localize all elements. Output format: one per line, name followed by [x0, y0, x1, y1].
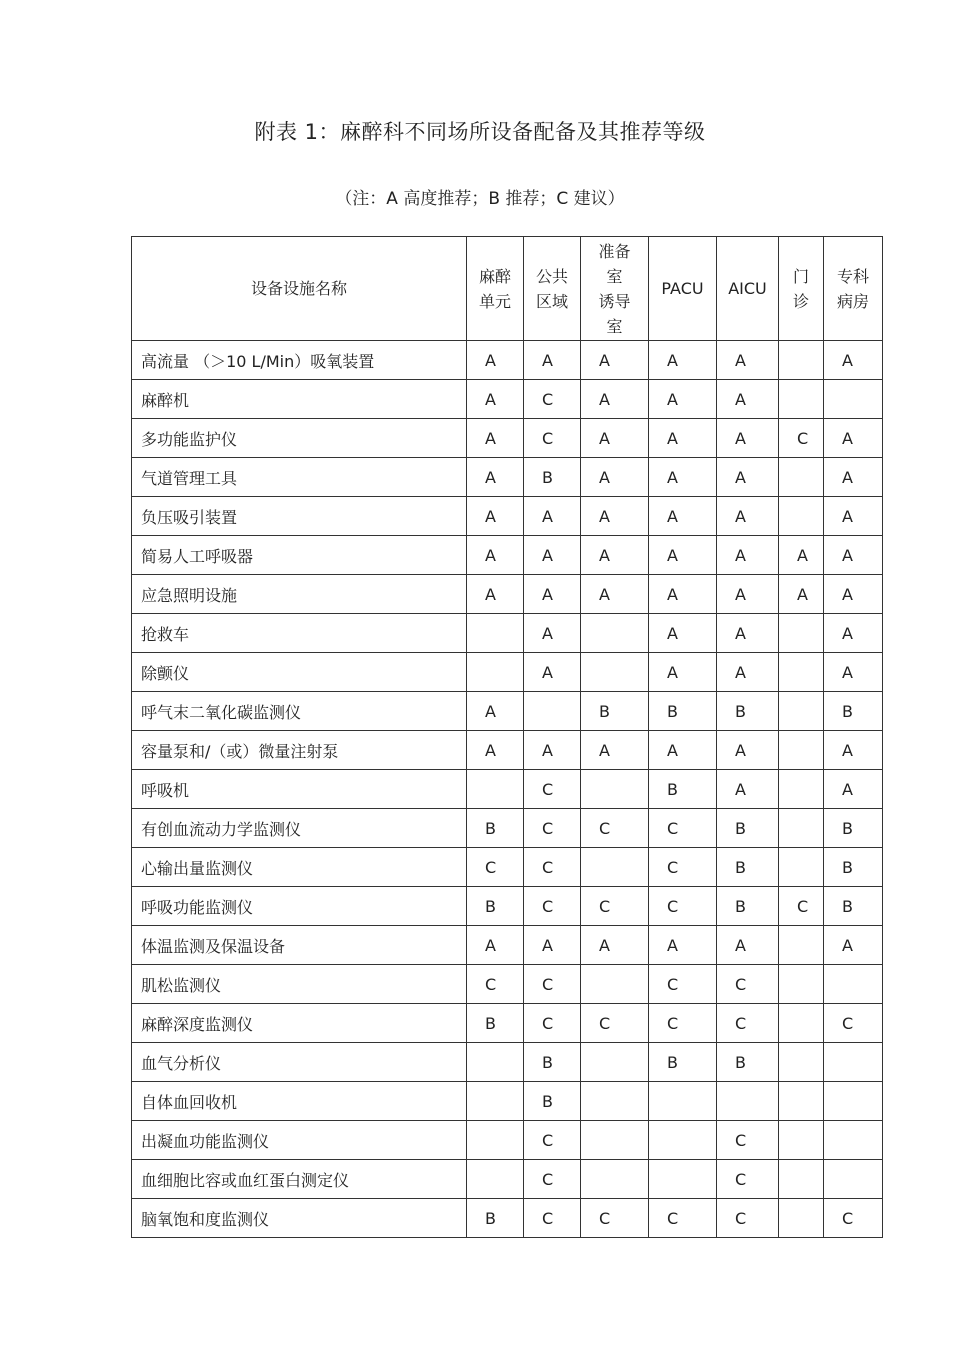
grade-cell: A — [581, 926, 649, 965]
grade-cell: C — [649, 1199, 717, 1238]
equipment-table — [131, 236, 883, 1238]
grade-cell — [581, 770, 649, 809]
equipment-name-cell: 麻醉深度监测仪 — [132, 1004, 467, 1043]
grade-cell — [581, 848, 649, 887]
grade-cell — [467, 653, 524, 692]
equipment-name-cell: 除颤仪 — [132, 653, 467, 692]
equipment-name-cell: 高流量 （＞10 L/Min）吸氧装置 — [132, 341, 467, 380]
equipment-name-cell: 血气分析仪 — [132, 1043, 467, 1082]
grade-cell — [581, 653, 649, 692]
legend-note: （注：A 高度推荐；B 推荐；C 建议） — [335, 189, 625, 209]
grade-cell: C — [717, 965, 779, 1004]
equipment-name-cell: 脑氧饱和度监测仪 — [132, 1199, 467, 1238]
grade-cell — [824, 1160, 883, 1199]
grade-cell — [779, 653, 824, 692]
grade-cell: A — [524, 536, 581, 575]
grade-cell: A — [467, 692, 524, 731]
grade-cell: C — [779, 419, 824, 458]
table-row — [132, 341, 883, 380]
equipment-name-cell: 体温监测及保温设备 — [132, 926, 467, 965]
grade-cell: C — [581, 1004, 649, 1043]
grade-cell: C — [524, 419, 581, 458]
grade-cell: B — [524, 1082, 581, 1121]
grade-cell: A — [824, 575, 883, 614]
table-row — [132, 614, 883, 653]
equipment-name-cell: 呼吸功能监测仪 — [132, 887, 467, 926]
grade-cell — [779, 965, 824, 1004]
grade-cell: C — [779, 887, 824, 926]
grade-cell — [779, 1199, 824, 1238]
equipment-name-cell: 应急照明设施 — [132, 575, 467, 614]
grade-cell: A — [717, 458, 779, 497]
grade-cell: A — [649, 926, 717, 965]
grade-cell: B — [524, 458, 581, 497]
grade-cell: B — [467, 1199, 524, 1238]
grade-cell — [524, 692, 581, 731]
table-row — [132, 1160, 883, 1199]
grade-cell: A — [717, 341, 779, 380]
table-row — [132, 380, 883, 419]
grade-cell — [779, 1160, 824, 1199]
grade-cell: A — [467, 536, 524, 575]
grade-cell: B — [467, 887, 524, 926]
grade-cell: C — [524, 1004, 581, 1043]
grade-cell: A — [717, 497, 779, 536]
header-public-area: 公共 区域 — [524, 237, 581, 341]
grade-cell: A — [649, 419, 717, 458]
equipment-name-cell: 有创血流动力学监测仪 — [132, 809, 467, 848]
grade-cell: A — [467, 380, 524, 419]
grade-cell: A — [649, 536, 717, 575]
grade-cell — [467, 614, 524, 653]
grade-cell — [581, 1043, 649, 1082]
grade-cell — [779, 1043, 824, 1082]
grade-cell: A — [581, 419, 649, 458]
header-pacu: PACU — [649, 237, 717, 341]
grade-cell: C — [717, 1121, 779, 1160]
grade-cell: A — [524, 575, 581, 614]
header-outpatient: 门 诊 — [779, 237, 824, 341]
grade-cell — [467, 1160, 524, 1199]
equipment-name-cell: 简易人工呼吸器 — [132, 536, 467, 575]
grade-cell: A — [717, 614, 779, 653]
grade-cell: C — [824, 1199, 883, 1238]
grade-cell — [824, 1121, 883, 1160]
grade-cell — [467, 1121, 524, 1160]
grade-cell: A — [649, 731, 717, 770]
table-row — [132, 1121, 883, 1160]
grade-cell: A — [717, 419, 779, 458]
grade-cell: A — [824, 497, 883, 536]
header-prep-induction-room: 准备 室 诱导 室 — [581, 237, 649, 341]
grade-cell — [779, 848, 824, 887]
table-row — [132, 536, 883, 575]
grade-cell: A — [524, 926, 581, 965]
table-row — [132, 809, 883, 848]
grade-cell — [779, 341, 824, 380]
grade-cell: B — [467, 1004, 524, 1043]
grade-cell: A — [649, 341, 717, 380]
grade-cell: C — [524, 1160, 581, 1199]
grade-cell: A — [824, 770, 883, 809]
grade-cell: C — [524, 848, 581, 887]
grade-cell — [717, 1082, 779, 1121]
grade-cell — [649, 1121, 717, 1160]
grade-cell — [649, 1082, 717, 1121]
equipment-name-cell: 呼吸机 — [132, 770, 467, 809]
grade-cell: A — [717, 536, 779, 575]
grade-cell: B — [649, 770, 717, 809]
grade-cell — [824, 380, 883, 419]
grade-cell: A — [581, 536, 649, 575]
grade-cell — [581, 1121, 649, 1160]
grade-cell: C — [717, 1199, 779, 1238]
grade-cell: C — [649, 887, 717, 926]
grade-cell: A — [581, 341, 649, 380]
grade-cell — [581, 1160, 649, 1199]
grade-cell — [779, 458, 824, 497]
grade-cell: B — [649, 1043, 717, 1082]
grade-cell: A — [824, 731, 883, 770]
grade-cell — [467, 1082, 524, 1121]
grade-cell: A — [779, 536, 824, 575]
table-row — [132, 848, 883, 887]
grade-cell: B — [649, 692, 717, 731]
grade-cell — [581, 614, 649, 653]
grade-cell: B — [717, 809, 779, 848]
grade-cell: A — [649, 458, 717, 497]
grade-cell — [824, 1043, 883, 1082]
grade-cell: A — [467, 419, 524, 458]
header-anesthesia-unit: 麻醉 单元 — [467, 237, 524, 341]
grade-cell: B — [581, 692, 649, 731]
grade-cell: A — [717, 575, 779, 614]
grade-cell: C — [581, 1199, 649, 1238]
grade-cell: A — [467, 341, 524, 380]
grade-cell — [779, 1082, 824, 1121]
grade-cell: A — [581, 575, 649, 614]
grade-cell: A — [649, 653, 717, 692]
grade-cell — [581, 1082, 649, 1121]
grade-cell: B — [824, 692, 883, 731]
grade-cell — [779, 926, 824, 965]
grade-cell — [779, 1121, 824, 1160]
equipment-name-cell: 麻醉机 — [132, 380, 467, 419]
equipment-name-cell: 容量泵和/（或）微量注射泵 — [132, 731, 467, 770]
grade-cell: A — [581, 380, 649, 419]
grade-cell: C — [649, 809, 717, 848]
grade-cell: B — [824, 848, 883, 887]
grade-cell — [581, 965, 649, 1004]
grade-cell: B — [717, 1043, 779, 1082]
grade-cell: A — [467, 731, 524, 770]
grade-cell — [779, 731, 824, 770]
grade-cell: C — [717, 1004, 779, 1043]
grade-cell: A — [824, 536, 883, 575]
grade-cell: C — [467, 848, 524, 887]
grade-cell — [779, 497, 824, 536]
grade-cell: B — [824, 809, 883, 848]
grade-cell — [779, 770, 824, 809]
table-row — [132, 692, 883, 731]
equipment-name-cell: 血细胞比容或血红蛋白测定仪 — [132, 1160, 467, 1199]
grade-cell — [779, 1004, 824, 1043]
grade-cell — [779, 614, 824, 653]
grade-cell — [824, 1082, 883, 1121]
grade-cell: A — [581, 497, 649, 536]
grade-cell: A — [649, 614, 717, 653]
table-row — [132, 653, 883, 692]
grade-cell: A — [824, 926, 883, 965]
grade-cell: C — [524, 887, 581, 926]
grade-cell: C — [649, 1004, 717, 1043]
grade-cell: A — [581, 458, 649, 497]
grade-cell: A — [581, 731, 649, 770]
grade-cell: C — [524, 965, 581, 1004]
grade-cell: B — [717, 887, 779, 926]
grade-cell: A — [467, 926, 524, 965]
header-aicu: AICU — [717, 237, 779, 341]
grade-cell — [467, 1043, 524, 1082]
table-row — [132, 770, 883, 809]
equipment-name-cell: 心输出量监测仪 — [132, 848, 467, 887]
equipment-name-cell: 出凝血功能监测仪 — [132, 1121, 467, 1160]
grade-cell: A — [717, 653, 779, 692]
table-row — [132, 926, 883, 965]
table-row — [132, 458, 883, 497]
grade-cell: B — [467, 809, 524, 848]
grade-cell — [649, 1160, 717, 1199]
grade-cell: B — [717, 848, 779, 887]
table-row — [132, 419, 883, 458]
grade-cell: A — [524, 731, 581, 770]
grade-cell: C — [524, 809, 581, 848]
grade-cell: A — [824, 341, 883, 380]
grade-cell — [779, 380, 824, 419]
equipment-name-cell: 负压吸引装置 — [132, 497, 467, 536]
table-row — [132, 1199, 883, 1238]
grade-cell: A — [717, 380, 779, 419]
grade-cell — [467, 770, 524, 809]
grade-cell: C — [824, 1004, 883, 1043]
equipment-name-cell: 气道管理工具 — [132, 458, 467, 497]
grade-cell: A — [524, 653, 581, 692]
grade-cell — [779, 692, 824, 731]
table-row — [132, 1043, 883, 1082]
grade-cell: A — [824, 458, 883, 497]
grade-cell: A — [467, 497, 524, 536]
grade-cell: A — [467, 575, 524, 614]
grade-cell: C — [467, 965, 524, 1004]
table-row — [132, 731, 883, 770]
grade-cell: A — [824, 653, 883, 692]
equipment-name-cell: 呼气末二氧化碳监测仪 — [132, 692, 467, 731]
grade-cell: C — [524, 1199, 581, 1238]
grade-cell: A — [779, 575, 824, 614]
grade-cell: A — [467, 458, 524, 497]
grade-cell: A — [524, 497, 581, 536]
grade-cell — [779, 809, 824, 848]
grade-cell: B — [824, 887, 883, 926]
equipment-name-cell: 自体血回收机 — [132, 1082, 467, 1121]
grade-cell: C — [649, 965, 717, 1004]
page-title: 附表 1：麻醉科不同场所设备配备及其推荐等级 — [254, 120, 706, 144]
header-row — [132, 237, 883, 341]
grade-cell: C — [649, 848, 717, 887]
table-row — [132, 965, 883, 1004]
table-row — [132, 887, 883, 926]
grade-cell: A — [717, 731, 779, 770]
grade-cell: C — [524, 380, 581, 419]
grade-cell — [824, 965, 883, 1004]
grade-cell: C — [524, 770, 581, 809]
grade-cell: B — [717, 692, 779, 731]
table-row — [132, 497, 883, 536]
grade-cell: A — [824, 419, 883, 458]
grade-cell: A — [649, 575, 717, 614]
grade-cell: C — [717, 1160, 779, 1199]
equipment-name-cell: 肌松监测仪 — [132, 965, 467, 1004]
grade-cell: C — [581, 887, 649, 926]
grade-cell: A — [717, 926, 779, 965]
grade-cell: A — [649, 497, 717, 536]
grade-cell: C — [581, 809, 649, 848]
table-row — [132, 1004, 883, 1043]
grade-cell: A — [717, 770, 779, 809]
header-specialty-ward: 专科 病房 — [824, 237, 883, 341]
grade-cell: C — [524, 1121, 581, 1160]
grade-cell: A — [649, 380, 717, 419]
grade-cell: A — [524, 341, 581, 380]
equipment-name-cell: 抢救车 — [132, 614, 467, 653]
equipment-name-cell: 多功能监护仪 — [132, 419, 467, 458]
grade-cell: A — [524, 614, 581, 653]
table-row — [132, 1082, 883, 1121]
grade-cell: A — [824, 614, 883, 653]
table-row — [132, 575, 883, 614]
grade-cell: B — [524, 1043, 581, 1082]
table-body — [132, 341, 883, 1238]
header-equipment-name: 设备设施名称 — [132, 237, 467, 341]
